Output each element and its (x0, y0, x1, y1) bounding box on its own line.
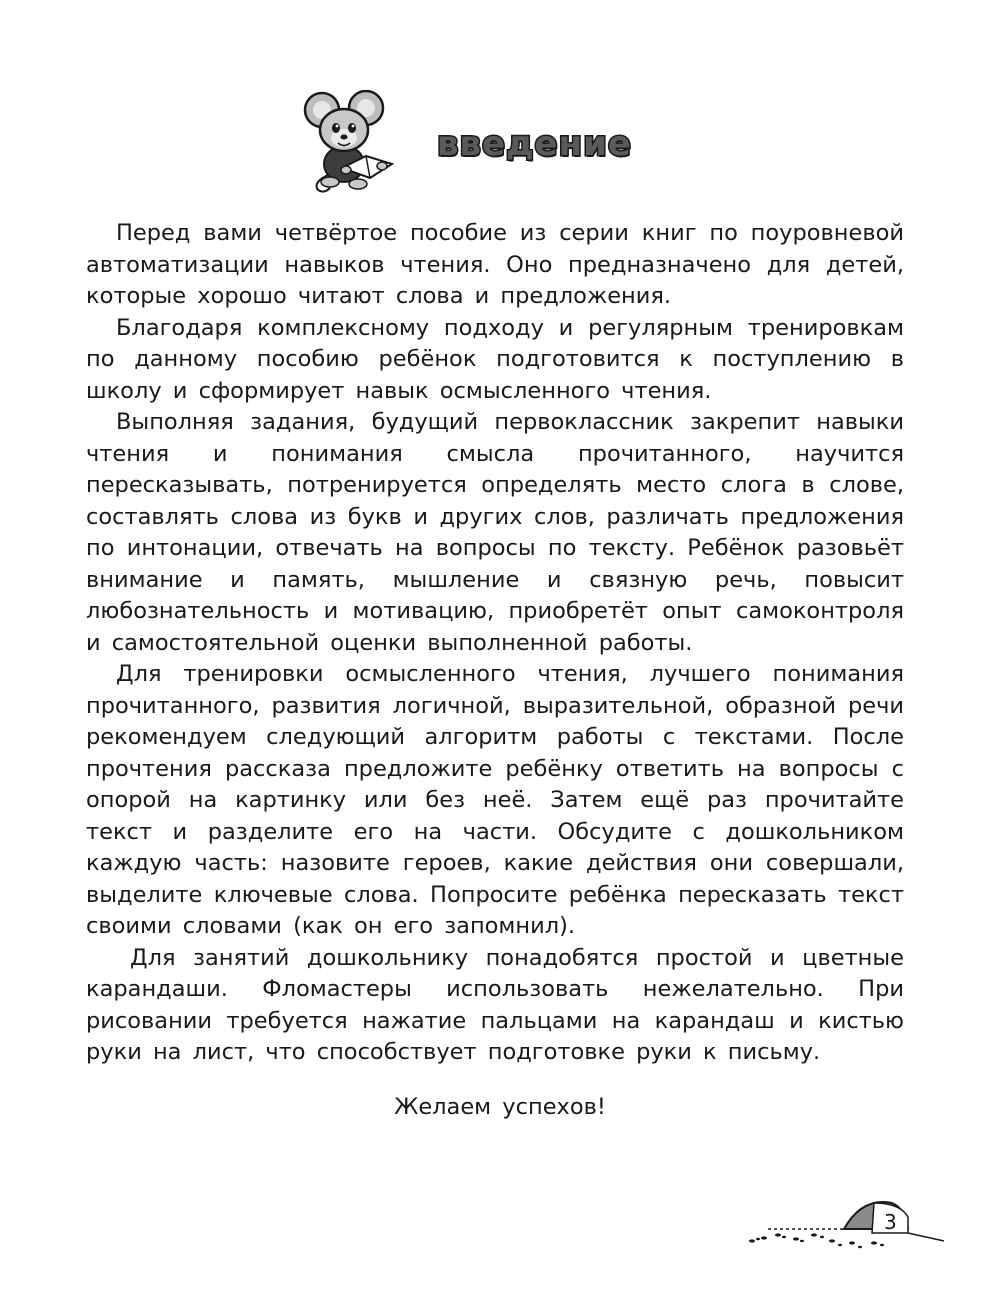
page-number: 3 (884, 1210, 897, 1234)
paragraph: Перед вами четвёртое пособие из серии книг по поуровневой автоматизации навыков чтения. Оно предназначено для детей, которые хорошо читают слова и предложения. (86, 220, 904, 309)
paragraph: Для занятий дошкольнику понадобятся простой и цветные карандаши. Фломастеры использовать нежелательно. При рисовании требуется нажатие пальцами на карандаш и кистью руки на лист, что способствует подготовке руки к письму. (86, 944, 904, 1065)
page-title: введение (437, 124, 632, 164)
mouse-reading-book-icon (300, 90, 400, 195)
mouse-hole-footprints-icon (740, 1195, 960, 1270)
paragraph: Выполняя задания, будущий первоклассник закрепит навыки чтения и понимания смысла прочитанного, научится пересказывать, потренируется определять место слога в слове, составлять слова из букв и других слов, различать предложения по интонации, отвечать на вопросы по тексту. Ребёнок разовьёт внимание и память, мышление и связную речь, повысит любознательность и мотивацию, приобретёт опыт самоконтроля и самостоятельной оценки выполненной работы. (86, 409, 904, 656)
closing-wish: Желаем успехов! (394, 1094, 606, 1120)
paragraph: Благодаря комплексному подходу и регулярным тренировкам по данному пособию ребёнок подготовится к поступлению в школу и сформирует навык осмысленного чтения. (86, 314, 904, 404)
header (300, 90, 720, 200)
paragraph: Для тренировки осмысленного чтения, лучшего понимания прочитанного, развития логичной, выразительной, образной речи рекомендуем следующий алгоритм работы с текстами. После прочтения рассказа предложите ребёнку ответить на вопросы с опорой на картинку или без неё. Затем ещё раз прочитайте текст и разделите его на части. Обсудите с дошкольником каждую часть: назовите героев, какие действия они совершали, выделите ключевые слова. Попросите ребёнка пересказать текст своими словами (как он его запомнил). (86, 661, 904, 939)
intro-text (86, 218, 904, 1069)
